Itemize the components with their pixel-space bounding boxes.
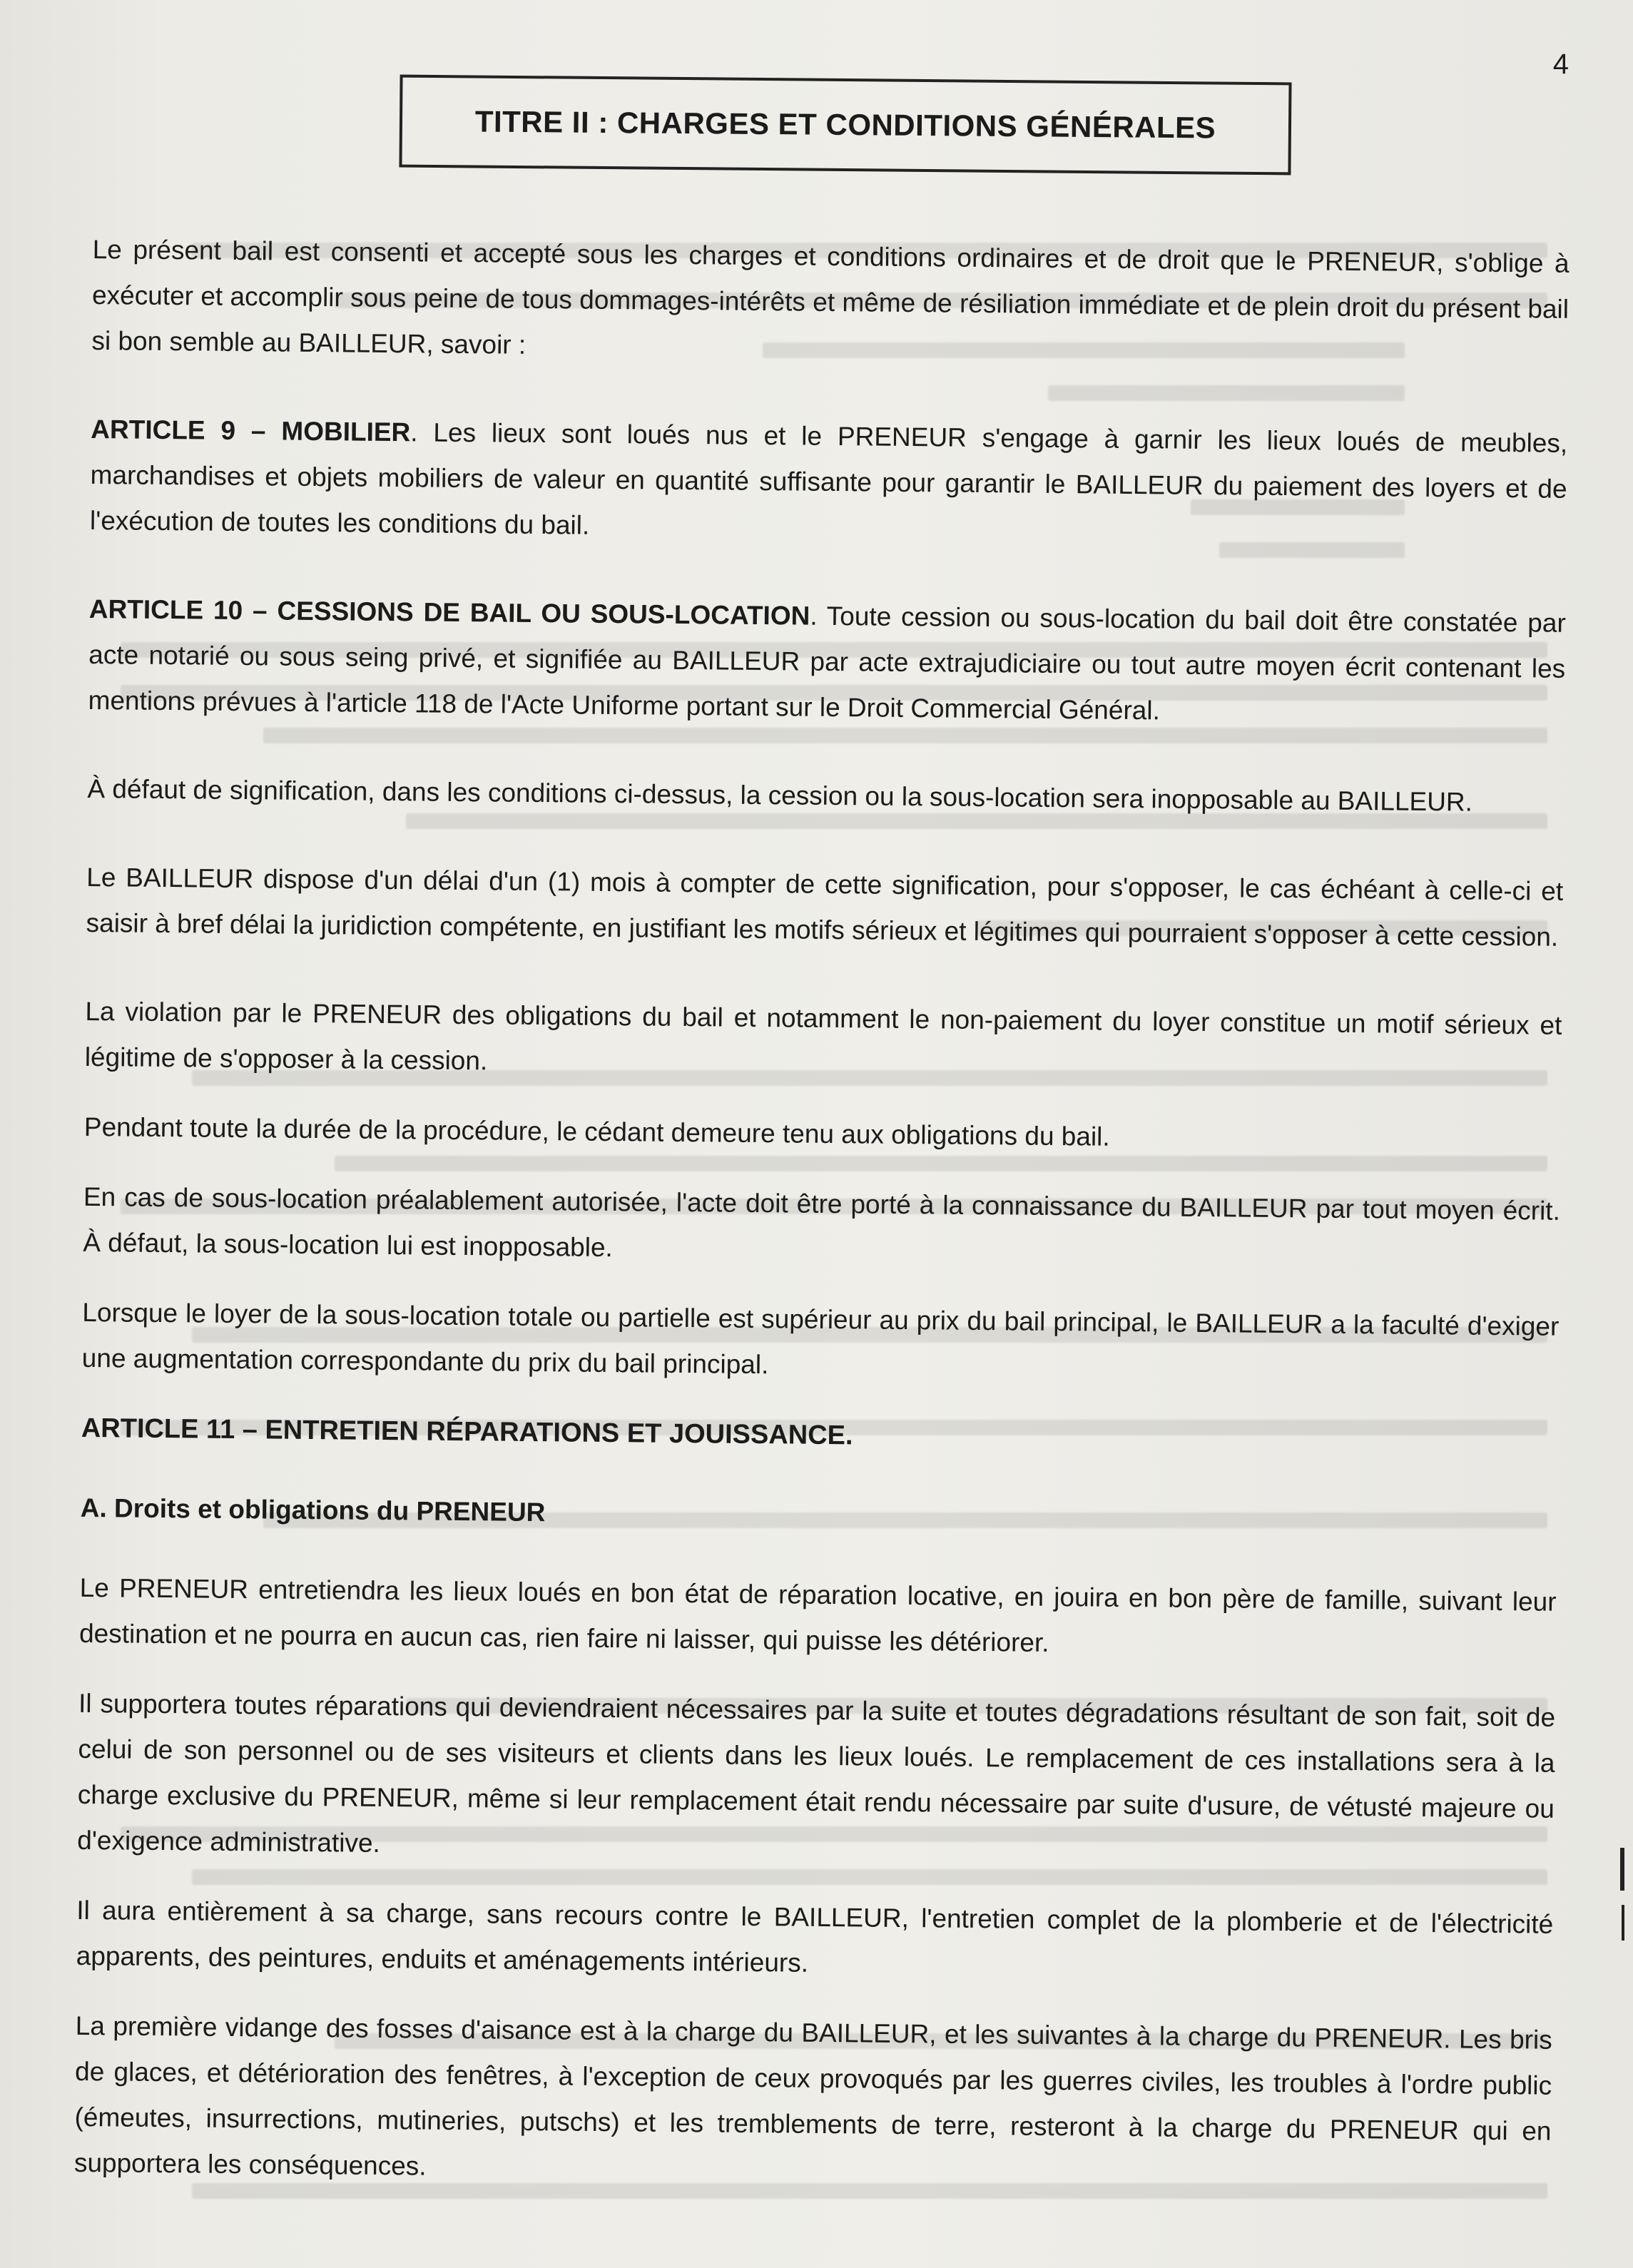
article-10-paragraph: La violation par le PRENEUR des obligations du bail et notamment le non-paiement du loyer constitue un motif sérieux et légitime de s'opposer à la cession.	[84, 996, 1562, 1076]
section-title-box	[399, 75, 1291, 176]
page-number: 4	[1552, 49, 1569, 80]
article-11-paragraph: Le PRENEUR entretiendra les lieux loués en bon état de réparation locative, en jouira en bon père de famille, suivant leur destination et ne pourra en aucun cas, rien faire ni laisser, qui puisse les détériorer.	[78, 1572, 1557, 1657]
article-11-paragraph: Il supportera toutes réparations qui deviendraient nécessaires par la suite et toutes dégradations résultant de son fait, soit de celui de son personnel ou de ses visiteurs et clients dans les lieux loués. Le remplacement de ces installations sera à la charge exclusive du PRENEUR, même si leur remplacement était rendu nécessaire par suite d'usure, de vétusté majeure ou d'exigence administrative.	[77, 1688, 1556, 1858]
article-11-title: ARTICLE 11 – ENTRETIEN RÉPARATIONS ET JOUISSANCE.	[81, 1413, 853, 1451]
article-11-paragraph: La première vidange des fosses d'aisance est à la charge du BAILLEUR, et les suivantes à la charge du PRENEUR. Les bris de glaces, et détérioration des fenêtres, à l'exception de ceux provoqués par les guerres civiles, les troubles à l'ordre public (émeutes, insurrections, mutineries, putschs) et les tremblements de terre, resteront à la charge du PRENEUR qui en supportera les conséquences.	[73, 2010, 1552, 2181]
staple-mark	[1620, 1848, 1624, 1891]
article-10-paragraph: Lorsque le loyer de la sous-location totale ou partielle est supérieur au prix du bail principal, le BAILLEUR a la faculté d'exiger une augmentation correspondante du prix du bail principal.	[81, 1297, 1560, 1380]
section-title: TITRE II : CHARGES ET CONDITIONS GÉNÉRALES	[474, 104, 1216, 145]
article-11-subtitle: A. Droits et obligations du PRENEUR	[80, 1492, 546, 1527]
article-9-text: . Les lieux sont loués nus et le PRENEUR s'engage à garnir les lieux loués de meubles, marchandises et objets mobiliers de valeur en quantité suffisante pour garantir le BAILLEUR du paiement des loyers et de l'exécution de toutes les conditions du bail.	[89, 417, 1568, 540]
article-11-paragraph: Il aura entièrement à sa charge, sans recours contre le BAILLEUR, l'entretien complet de la plomberie et de l'électricité apparents, des peintures, enduits et aménagements intérieurs.	[76, 1895, 1554, 1978]
article-10	[88, 586, 1566, 738]
article-10-paragraph: À défaut de signification, dans les conditions ci-dessus, la cession ou la sous-location sera inopposable au BAILLEUR.	[87, 773, 1473, 817]
article-9	[90, 407, 1568, 558]
article-10-paragraph: En cas de sous-location préalablement autorisée, l'acte doit être porté à la connaissance du BAILLEUR par tout moyen écrit. À défaut, la sous-location lui est inopposable.	[83, 1181, 1561, 1263]
article-10-text: . Toute cession ou sous-location du bail doit être constatée par acte notarié ou sous seing privé, et signifiée au BAILLEUR par acte extrajudiciaire ou tout autre moyen écrit contenant les mentions prévues à l'article 118 de l'Acte Uniforme portant sur le Droit Commercial Général.	[88, 601, 1566, 726]
article-10-paragraph: Pendant toute la durée de la procédure, le cédant demeure tenu aux obligations du bail.	[83, 1112, 1110, 1151]
intro-paragraph: Le présent bail est consenti et accepté sous les charges et conditions ordinaires et de droit que le PRENEUR, s'oblige à exécuter et accomplir sous peine de tous dommages-intérêts et même de résiliation immédiate et de plein droit du présent bail si bon semble au BAILLEUR, savoir :	[91, 234, 1570, 360]
article-9-title: ARTICLE 9 – MOBILIER	[91, 414, 411, 447]
article-10-title: ARTICLE 10 – CESSIONS DE BAIL OU SOUS-LOCATION	[88, 594, 810, 631]
article-10-paragraph: Le BAILLEUR dispose d'un délai d'un (1) mois à compter de cette signification, pour s'opposer, le cas échéant à celle-ci et saisir à bref délai la juridiction compétente, en justifiant les motifs sérieux et légitimes qui pourraient s'opposer à cette cession.	[86, 862, 1564, 952]
document-body	[73, 227, 1570, 2224]
staple-mark	[1622, 1905, 1624, 1941]
